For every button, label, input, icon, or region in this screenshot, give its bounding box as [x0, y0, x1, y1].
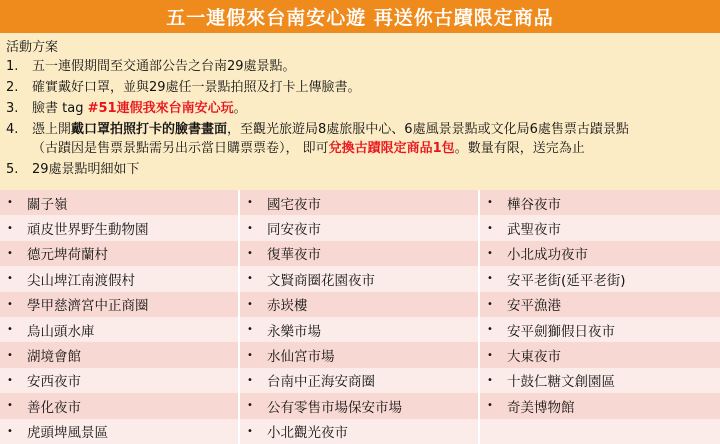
bullet-icon: •	[247, 273, 253, 285]
spot-name: 善化夜市	[27, 399, 81, 416]
spot-name: 湖境會館	[27, 349, 81, 366]
spot-name: 關子嶺	[27, 196, 68, 213]
bullet-icon: •	[247, 400, 253, 412]
table-row	[0, 368, 720, 393]
table-row	[0, 317, 720, 342]
spot-name: 武聖夜市	[507, 222, 561, 239]
spot-name: 文賢商圈花園夜市	[267, 272, 375, 289]
bullet-icon: •	[487, 324, 493, 336]
spot-name: 赤崁樓	[267, 298, 308, 315]
table-row	[0, 292, 720, 317]
bullet-icon: •	[7, 273, 13, 285]
table-row	[0, 266, 720, 291]
spot-name: 小北觀光夜市	[267, 425, 348, 442]
spot-cell	[480, 190, 720, 215]
intro-panel	[0, 33, 720, 190]
bullet-icon: •	[487, 400, 493, 412]
bullet-icon: •	[487, 298, 493, 310]
bullet-icon: •	[7, 400, 13, 412]
bullet-icon: •	[7, 222, 13, 234]
spot-cell	[0, 266, 240, 291]
intro-item-4-continued: （古蹟因是售票景點需另出示當日購票票卷）， 即可兌換古蹟限定商品1包。數量有限，送完為止	[32, 141, 585, 156]
facebook-screen-emphasis: 戴口罩拍照打卡的臉書畫面	[71, 122, 228, 137]
spot-name: 頑皮世界野生動物園	[27, 222, 149, 239]
spot-name: 尖山埤江南渡假村	[27, 272, 135, 289]
spot-name: 虎頭埤風景區	[27, 425, 108, 442]
spot-name: 公有零售市場保安市場	[267, 399, 402, 416]
hashtag-highlight: #51連假我來台南安心玩	[87, 101, 234, 116]
bullet-icon: •	[247, 349, 253, 361]
spot-cell	[240, 190, 480, 215]
spot-cell	[240, 393, 480, 418]
bullet-icon: •	[7, 324, 13, 336]
spot-name: 學甲慈濟宮中正商圈	[27, 298, 149, 315]
spot-name: 國宅夜市	[267, 196, 321, 213]
spot-name: 安平劍獅假日夜市	[507, 323, 615, 340]
spot-cell	[240, 266, 480, 291]
bullet-icon: •	[247, 324, 253, 336]
bullet-icon: •	[247, 197, 253, 209]
spot-name: 台南中正海安商圈	[267, 374, 375, 391]
bullet-icon: •	[247, 222, 253, 234]
spot-name: 德元埤荷蘭村	[27, 247, 108, 264]
bullet-icon: •	[247, 374, 253, 386]
table-row	[0, 342, 720, 367]
bullet-icon: •	[487, 273, 493, 285]
spot-cell	[0, 368, 240, 393]
bullet-icon: •	[7, 197, 13, 209]
spot-name: 烏山頭水庫	[27, 323, 95, 340]
intro-heading: 活動方案	[6, 40, 59, 55]
spot-name: 復華夜市	[267, 247, 321, 264]
spot-table	[0, 190, 720, 444]
intro-item-2: 2. 確實戴好口罩，並與29處任一景點拍照及打卡上傳臉書。	[6, 80, 361, 95]
bullet-icon: •	[487, 349, 493, 361]
spot-cell	[0, 317, 240, 342]
intro-item-3: 3. 臉書 tag #51連假我來台南安心玩。	[6, 101, 247, 116]
spot-name: 安西夜市	[27, 374, 81, 391]
spot-cell	[480, 292, 720, 317]
redeem-highlight: 兌換古蹟限定商品1包	[328, 141, 455, 156]
bullet-icon: •	[7, 374, 13, 386]
spot-cell	[240, 342, 480, 367]
spot-cell	[0, 190, 240, 215]
intro-item-5: 5. 29處景點明細如下	[6, 162, 140, 177]
spot-name: 安平漁港	[507, 298, 561, 315]
spot-cell	[480, 241, 720, 266]
intro-item-4: 4. 憑上開戴口罩拍照打卡的臉書畫面，至觀光旅遊局8處旅服中心、6處風景景點或文化局6處售票古蹟景點	[6, 122, 629, 137]
bullet-icon: •	[7, 425, 13, 437]
bullet-icon: •	[7, 349, 13, 361]
spot-cell	[0, 215, 240, 240]
spot-cell	[480, 215, 720, 240]
spot-name: 小北成功夜市	[507, 247, 588, 264]
bullet-icon: •	[487, 247, 493, 259]
spot-name: 永樂市場	[267, 323, 321, 340]
spot-cell	[480, 266, 720, 291]
bullet-icon: •	[247, 247, 253, 259]
spot-cell	[240, 292, 480, 317]
table-row	[0, 393, 720, 418]
spot-cell	[240, 317, 480, 342]
bullet-icon: •	[7, 247, 13, 259]
bullet-icon: •	[487, 197, 493, 209]
spot-cell	[240, 368, 480, 393]
title-banner	[0, 0, 720, 33]
spot-name: 樺谷夜市	[507, 196, 561, 213]
spot-cell	[480, 419, 720, 444]
table-row	[0, 190, 720, 215]
spot-cell	[480, 342, 720, 367]
spot-cell	[0, 292, 240, 317]
table-row	[0, 241, 720, 266]
spot-name: 水仙宮市場	[267, 349, 335, 366]
spot-name: 同安夜市	[267, 222, 321, 239]
spot-name: 安平老街(延平老街)	[507, 272, 626, 289]
spot-name: 大東夜市	[507, 349, 561, 366]
bullet-icon: •	[247, 425, 253, 437]
bullet-icon: •	[487, 374, 493, 386]
spot-cell	[240, 419, 480, 444]
spot-cell	[0, 342, 240, 367]
spot-cell	[0, 241, 240, 266]
spot-cell	[0, 393, 240, 418]
page-title: 五一連假來台南安心遊 再送你古蹟限定商品	[166, 7, 554, 29]
table-row	[0, 419, 720, 444]
table-row	[0, 215, 720, 240]
bullet-icon: •	[7, 298, 13, 310]
spot-name: 奇美博物館	[507, 399, 575, 416]
spot-cell	[240, 215, 480, 240]
bullet-icon: •	[247, 298, 253, 310]
spot-cell	[480, 317, 720, 342]
spot-cell	[480, 368, 720, 393]
spot-cell	[0, 419, 240, 444]
intro-item-1: 1. 五一連假期間至交通部公告之台南29處景點。	[6, 59, 296, 74]
bullet-icon: •	[487, 222, 493, 234]
spot-cell	[480, 393, 720, 418]
spot-name: 十鼓仁糖文創園區	[507, 374, 615, 391]
spot-cell	[240, 241, 480, 266]
